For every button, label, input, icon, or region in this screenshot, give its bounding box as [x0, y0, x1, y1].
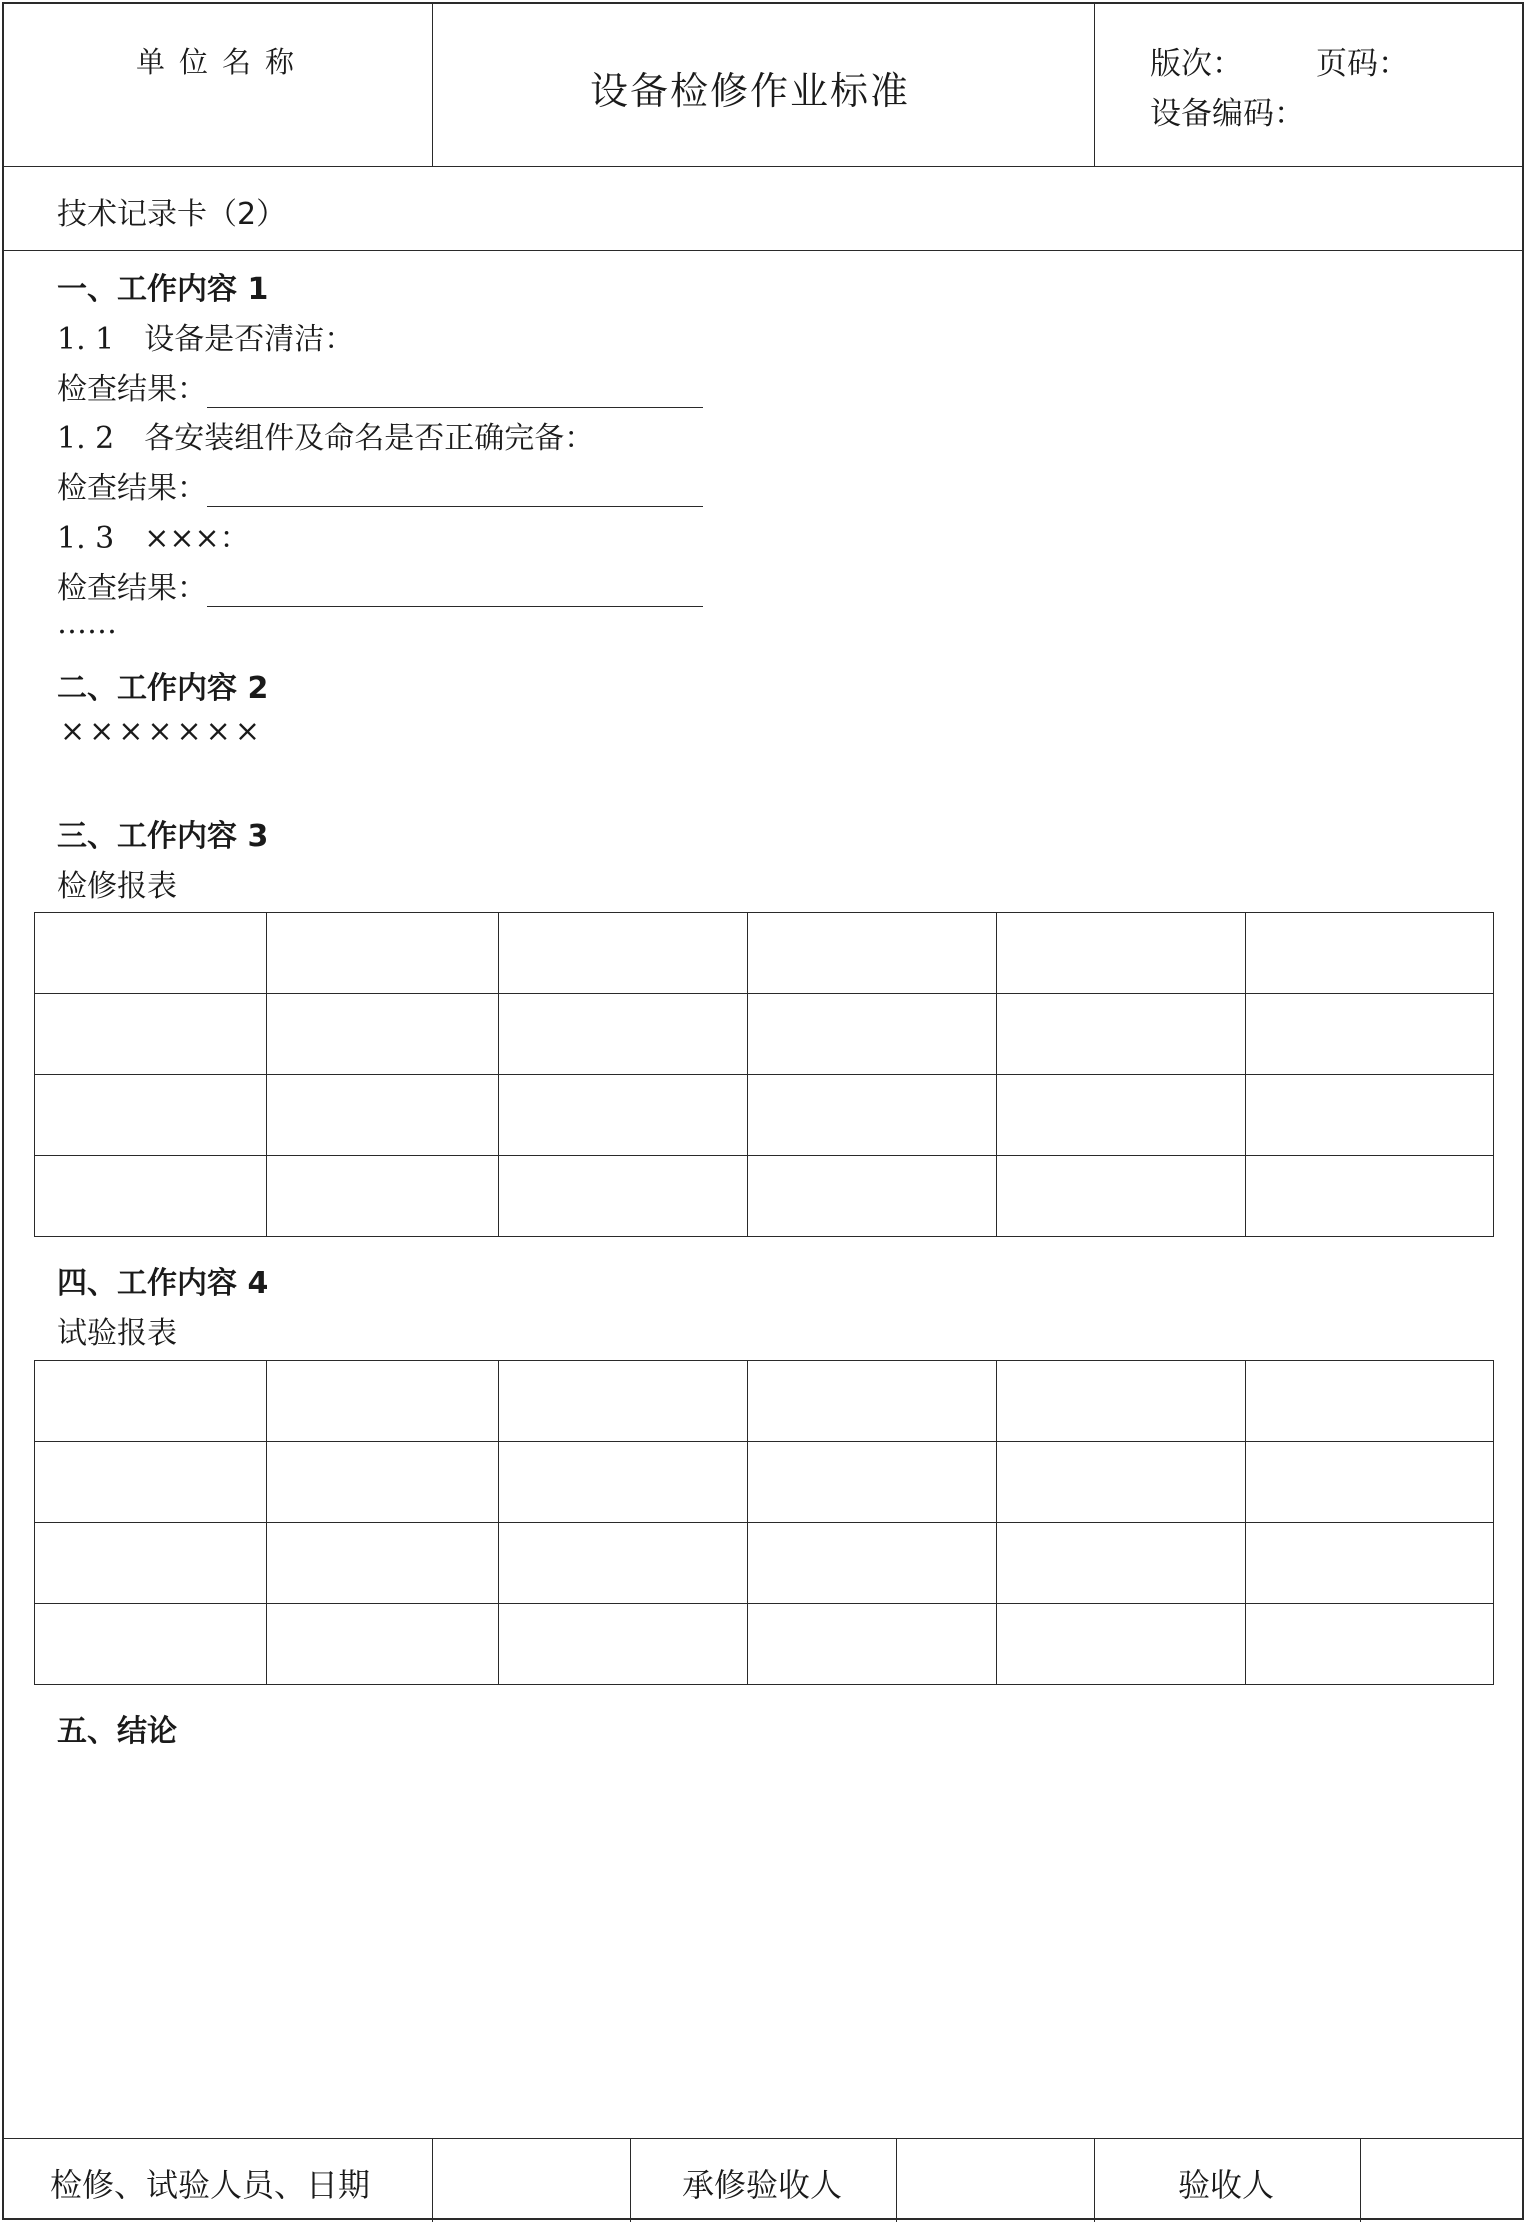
result-label: 检查结果： — [57, 471, 207, 506]
footer-col-divider-5 — [1360, 2138, 1361, 2222]
table-cell[interactable] — [499, 1156, 748, 1237]
item-1-1-result — [57, 364, 703, 408]
table-cell[interactable] — [1246, 1523, 1494, 1604]
item-1-1-label: 1. 1 设备是否清洁： — [57, 322, 355, 357]
table-cell[interactable] — [499, 994, 748, 1075]
table-cell[interactable] — [267, 994, 499, 1075]
table-cell[interactable] — [1246, 994, 1494, 1075]
result-blank-line[interactable] — [207, 474, 703, 507]
table-cell[interactable] — [35, 1156, 267, 1237]
unit-name: 单位名称 — [136, 45, 309, 79]
table-cell[interactable] — [997, 913, 1246, 994]
card-title: 技术记录卡（2） — [57, 197, 287, 232]
page-number-label: 页码： — [1316, 46, 1409, 82]
table-cell[interactable] — [748, 1604, 997, 1685]
inspector-date-field[interactable] — [434, 2140, 630, 2222]
table-row — [35, 994, 1494, 1075]
table-cell[interactable] — [997, 994, 1246, 1075]
table-cell[interactable] — [1246, 1156, 1494, 1237]
table-row — [35, 1523, 1494, 1604]
table-cell[interactable] — [499, 1523, 748, 1604]
table-cell[interactable] — [748, 994, 997, 1075]
table-cell[interactable] — [748, 1442, 997, 1523]
item-1-3-label: 1. 3 ×××： — [57, 521, 250, 556]
table-cell[interactable] — [267, 1604, 499, 1685]
table-row — [35, 913, 1494, 994]
footer-col-divider-4 — [1094, 2138, 1095, 2222]
result-blank-line[interactable] — [207, 574, 703, 607]
table-cell[interactable] — [35, 1361, 267, 1442]
acceptor-field[interactable] — [1362, 2140, 1522, 2222]
table-row — [35, 1075, 1494, 1156]
result-label: 检查结果： — [57, 571, 207, 606]
maintenance-report-table — [34, 912, 1494, 1237]
table-cell[interactable] — [499, 1604, 748, 1685]
edition-label: 版次： — [1150, 46, 1243, 82]
table-cell[interactable] — [35, 913, 267, 994]
section5-heading: 五、结论 — [57, 1714, 177, 1749]
table-cell[interactable] — [997, 1075, 1246, 1156]
contractor-acceptor-label: 承修验收人 — [682, 2166, 843, 2204]
header-col-divider-2 — [1094, 2, 1095, 166]
table-cell[interactable] — [748, 1361, 997, 1442]
table-cell[interactable] — [35, 1075, 267, 1156]
section3-heading: 三、工作内容 3 — [57, 819, 269, 854]
acceptor-label: 验收人 — [1178, 2166, 1275, 2204]
section1-heading: 一、工作内容 1 — [57, 272, 269, 307]
table-cell[interactable] — [35, 994, 267, 1075]
table-cell[interactable] — [997, 1361, 1246, 1442]
table-cell[interactable] — [35, 1442, 267, 1523]
table-cell[interactable] — [748, 1075, 997, 1156]
table-row — [35, 1442, 1494, 1523]
footer-divider — [2, 2138, 1524, 2139]
table-cell[interactable] — [267, 1075, 499, 1156]
table-cell[interactable] — [1246, 1604, 1494, 1685]
table-cell[interactable] — [267, 1156, 499, 1237]
table-cell[interactable] — [748, 1156, 997, 1237]
table-cell[interactable] — [1246, 1075, 1494, 1156]
table-cell[interactable] — [499, 1442, 748, 1523]
document-title: 设备检修作业标准 — [590, 69, 911, 113]
table-cell[interactable] — [35, 1604, 267, 1685]
table-row — [35, 1361, 1494, 1442]
footer-col-divider-1 — [432, 2138, 433, 2222]
table-cell[interactable] — [1246, 1442, 1494, 1523]
header-col-divider-1 — [432, 2, 433, 166]
equipment-code-label: 设备编码： — [1150, 96, 1305, 132]
table-cell[interactable] — [1246, 1361, 1494, 1442]
table-cell[interactable] — [267, 1523, 499, 1604]
inspector-date-label: 检修、试验人员、日期 — [50, 2166, 371, 2204]
table-cell[interactable] — [748, 913, 997, 994]
table-cell[interactable] — [499, 1075, 748, 1156]
section2-heading: 二、工作内容 2 — [57, 671, 269, 706]
table-row — [35, 1604, 1494, 1685]
table-cell[interactable] — [267, 913, 499, 994]
item-1-2-label: 1. 2 各安装组件及命名是否正确完备： — [57, 421, 595, 456]
table-cell[interactable] — [997, 1156, 1246, 1237]
table-cell[interactable] — [997, 1523, 1246, 1604]
table-cell[interactable] — [267, 1442, 499, 1523]
item-1-3-result — [57, 563, 703, 607]
item-1-2-result — [57, 463, 703, 507]
footer-col-divider-3 — [896, 2138, 897, 2222]
card-title-divider — [2, 250, 1524, 251]
table-cell[interactable] — [267, 1361, 499, 1442]
result-label: 检查结果： — [57, 372, 207, 407]
section4-subtitle: 试验报表 — [57, 1316, 177, 1351]
table-cell[interactable] — [499, 1361, 748, 1442]
test-report-table — [34, 1360, 1494, 1685]
section3-subtitle: 检修报表 — [57, 869, 177, 904]
table-row — [35, 1156, 1494, 1237]
result-blank-line[interactable] — [207, 375, 703, 408]
table-cell[interactable] — [499, 913, 748, 994]
footer-col-divider-2 — [630, 2138, 631, 2222]
table-cell[interactable] — [35, 1523, 267, 1604]
table-cell[interactable] — [1246, 913, 1494, 994]
table-cell[interactable] — [748, 1523, 997, 1604]
section2-content: ××××××× — [60, 714, 264, 749]
contractor-acceptor-field[interactable] — [898, 2140, 1094, 2222]
table-cell[interactable] — [997, 1442, 1246, 1523]
table-cell[interactable] — [997, 1604, 1246, 1685]
header-divider — [2, 166, 1524, 167]
ellipsis: …… — [57, 606, 117, 641]
section4-heading: 四、工作内容 4 — [57, 1266, 269, 1301]
